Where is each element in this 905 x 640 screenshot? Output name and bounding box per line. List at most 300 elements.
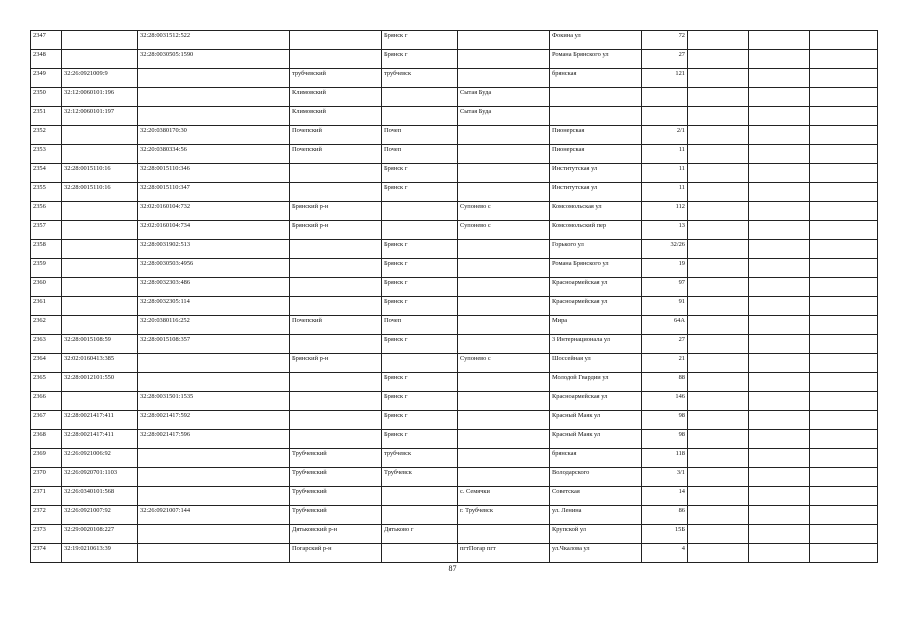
extra-column-1-cell — [688, 297, 749, 316]
extra-column-1-cell — [688, 69, 749, 88]
house-number-cell: 13 — [642, 221, 688, 240]
extra-column-3-cell — [810, 107, 878, 126]
cadastral-number-cell: 32:02:0160413:385 — [62, 354, 138, 373]
extra-column-1-cell — [688, 278, 749, 297]
street-cell: Советская — [550, 487, 642, 506]
settlement-cell — [458, 373, 550, 392]
extra-column-3-cell — [810, 297, 878, 316]
street-cell: Мира — [550, 316, 642, 335]
street-cell: Молодой Гвардии ул — [550, 373, 642, 392]
extra-column-3-cell — [810, 354, 878, 373]
building-cadastral-number-cell — [138, 88, 290, 107]
extra-column-3-cell — [810, 259, 878, 278]
settlement-cell: Супонево с — [458, 202, 550, 221]
extra-column-3-cell — [810, 69, 878, 88]
house-number-cell: 98 — [642, 430, 688, 449]
record-number-cell: 2356 — [31, 202, 62, 221]
street-cell: Пионерская — [550, 126, 642, 145]
house-number-cell: 3/1 — [642, 468, 688, 487]
street-cell: Горького ул — [550, 240, 642, 259]
district-cell: Почепский — [290, 145, 382, 164]
extra-column-2-cell — [749, 202, 810, 221]
city-cell — [382, 88, 458, 107]
record-number-cell: 2357 — [31, 221, 62, 240]
house-number-cell: 98 — [642, 411, 688, 430]
table-row — [31, 69, 878, 88]
settlement-cell — [458, 69, 550, 88]
house-number-cell: 14 — [642, 487, 688, 506]
settlement-cell — [458, 449, 550, 468]
table-row — [31, 164, 878, 183]
extra-column-1-cell — [688, 240, 749, 259]
district-cell — [290, 183, 382, 202]
table-row — [31, 506, 878, 525]
settlement-cell: Супонево с — [458, 354, 550, 373]
street-cell: брянская — [550, 69, 642, 88]
cadastral-number-cell — [62, 145, 138, 164]
district-cell — [290, 259, 382, 278]
city-cell — [382, 354, 458, 373]
settlement-cell: Сытая Буда — [458, 107, 550, 126]
table-row — [31, 392, 878, 411]
table-row — [31, 202, 878, 221]
table-row — [31, 240, 878, 259]
extra-column-1-cell — [688, 164, 749, 183]
building-cadastral-number-cell: 32:02:0160104:732 — [138, 202, 290, 221]
district-cell: Климовский — [290, 88, 382, 107]
building-cadastral-number-cell: 32:28:0030503:4956 — [138, 259, 290, 278]
extra-column-2-cell — [749, 411, 810, 430]
settlement-cell — [458, 297, 550, 316]
house-number-cell: 32/26 — [642, 240, 688, 259]
cadastral-number-cell — [62, 316, 138, 335]
extra-column-2-cell — [749, 183, 810, 202]
settlement-cell — [458, 164, 550, 183]
extra-column-2-cell — [749, 145, 810, 164]
extra-column-2-cell — [749, 240, 810, 259]
city-cell: Брянск г — [382, 183, 458, 202]
cadastral-number-cell: 32:28:0015110:16 — [62, 183, 138, 202]
building-cadastral-number-cell — [138, 468, 290, 487]
district-cell: Почепский — [290, 126, 382, 145]
district-cell — [290, 50, 382, 69]
extra-column-1-cell — [688, 202, 749, 221]
building-cadastral-number-cell: 32:28:0031902:513 — [138, 240, 290, 259]
district-cell — [290, 164, 382, 183]
table-row — [31, 50, 878, 69]
street-cell: Пионерская — [550, 145, 642, 164]
street-cell: Институтская ул — [550, 183, 642, 202]
cadastral-number-cell: 32:28:0015110:16 — [62, 164, 138, 183]
city-cell: Трубчевск — [382, 468, 458, 487]
city-cell: Брянск г — [382, 164, 458, 183]
settlement-cell — [458, 525, 550, 544]
extra-column-3-cell — [810, 164, 878, 183]
settlement-cell — [458, 392, 550, 411]
house-number-cell: 91 — [642, 297, 688, 316]
record-number-cell: 2372 — [31, 506, 62, 525]
cadastral-number-cell: 32:26:0921009:9 — [62, 69, 138, 88]
building-cadastral-number-cell — [138, 107, 290, 126]
house-number-cell: 72 — [642, 31, 688, 50]
cadastral-number-cell — [62, 297, 138, 316]
cadastral-number-cell — [62, 202, 138, 221]
extra-column-1-cell — [688, 259, 749, 278]
extra-column-2-cell — [749, 31, 810, 50]
house-number-cell — [642, 88, 688, 107]
extra-column-1-cell — [688, 88, 749, 107]
record-number-cell: 2355 — [31, 183, 62, 202]
table-row — [31, 335, 878, 354]
extra-column-2-cell — [749, 487, 810, 506]
settlement-cell — [458, 468, 550, 487]
table-row — [31, 354, 878, 373]
extra-column-1-cell — [688, 126, 749, 145]
settlement-cell — [458, 335, 550, 354]
district-cell — [290, 31, 382, 50]
city-cell: Брянск г — [382, 278, 458, 297]
street-cell — [550, 107, 642, 126]
extra-column-1-cell — [688, 335, 749, 354]
settlement-cell — [458, 126, 550, 145]
street-cell: Красноармейская ул — [550, 392, 642, 411]
district-cell: Трубчевский — [290, 506, 382, 525]
extra-column-1-cell — [688, 316, 749, 335]
record-number-cell: 2351 — [31, 107, 62, 126]
cadastral-number-cell: 32:26:0340101:568 — [62, 487, 138, 506]
building-cadastral-number-cell — [138, 487, 290, 506]
street-cell: Комсомольский пер — [550, 221, 642, 240]
building-cadastral-number-cell: 32:28:0021417:596 — [138, 430, 290, 449]
extra-column-1-cell — [688, 354, 749, 373]
cadastral-number-cell — [62, 221, 138, 240]
extra-column-1-cell — [688, 449, 749, 468]
house-number-cell: 11 — [642, 164, 688, 183]
record-number-cell: 2358 — [31, 240, 62, 259]
building-cadastral-number-cell: 32:02:0160104:734 — [138, 221, 290, 240]
street-cell: брянская — [550, 449, 642, 468]
building-cadastral-number-cell — [138, 373, 290, 392]
record-number-cell: 2362 — [31, 316, 62, 335]
street-cell: Красный Маяк ул — [550, 411, 642, 430]
extra-column-2-cell — [749, 316, 810, 335]
extra-column-2-cell — [749, 221, 810, 240]
house-number-cell: 64А — [642, 316, 688, 335]
street-cell: Володарского — [550, 468, 642, 487]
extra-column-3-cell — [810, 183, 878, 202]
city-cell: Почеп — [382, 145, 458, 164]
extra-column-3-cell — [810, 373, 878, 392]
house-number-cell: 27 — [642, 50, 688, 69]
city-cell: Брянск г — [382, 240, 458, 259]
city-cell: Брянск г — [382, 411, 458, 430]
extra-column-2-cell — [749, 506, 810, 525]
district-cell — [290, 392, 382, 411]
house-number-cell: 4 — [642, 544, 688, 563]
record-number-cell: 2350 — [31, 88, 62, 107]
record-number-cell: 2373 — [31, 525, 62, 544]
building-cadastral-number-cell: 32:28:0032303:486 — [138, 278, 290, 297]
record-number-cell: 2374 — [31, 544, 62, 563]
table-row — [31, 259, 878, 278]
district-cell — [290, 373, 382, 392]
cadastral-number-cell — [62, 126, 138, 145]
city-cell: трубчевск — [382, 69, 458, 88]
city-cell: Почеп — [382, 316, 458, 335]
building-cadastral-number-cell — [138, 449, 290, 468]
extra-column-3-cell — [810, 506, 878, 525]
city-cell — [382, 202, 458, 221]
settlement-cell — [458, 145, 550, 164]
house-number-cell: 2/1 — [642, 126, 688, 145]
table-row — [31, 107, 878, 126]
extra-column-2-cell — [749, 335, 810, 354]
extra-column-2-cell — [749, 278, 810, 297]
extra-column-1-cell — [688, 392, 749, 411]
registry-table-body — [31, 31, 878, 563]
house-number-cell: 11 — [642, 145, 688, 164]
record-number-cell: 2352 — [31, 126, 62, 145]
extra-column-3-cell — [810, 221, 878, 240]
settlement-cell: Супонево с — [458, 221, 550, 240]
extra-column-2-cell — [749, 50, 810, 69]
building-cadastral-number-cell: 32:28:0032305:114 — [138, 297, 290, 316]
registry-table — [30, 30, 878, 563]
extra-column-3-cell — [810, 145, 878, 164]
extra-column-2-cell — [749, 164, 810, 183]
house-number-cell: 86 — [642, 506, 688, 525]
city-cell: Брянск г — [382, 335, 458, 354]
street-cell: Романа Брянского ул — [550, 259, 642, 278]
city-cell — [382, 544, 458, 563]
extra-column-2-cell — [749, 449, 810, 468]
extra-column-1-cell — [688, 487, 749, 506]
street-cell: ул.Чкалова ул — [550, 544, 642, 563]
page-number: 87 — [448, 564, 457, 573]
cadastral-number-cell: 32:26:0921007:92 — [62, 506, 138, 525]
settlement-cell: с. Семячки — [458, 487, 550, 506]
building-cadastral-number-cell: 32:28:0031512:522 — [138, 31, 290, 50]
table-row — [31, 525, 878, 544]
house-number-cell: 19 — [642, 259, 688, 278]
record-number-cell: 2361 — [31, 297, 62, 316]
building-cadastral-number-cell: 32:28:0015110:347 — [138, 183, 290, 202]
record-number-cell: 2348 — [31, 50, 62, 69]
building-cadastral-number-cell: 32:28:0030505:1590 — [138, 50, 290, 69]
city-cell — [382, 107, 458, 126]
cadastral-number-cell — [62, 240, 138, 259]
extra-column-1-cell — [688, 145, 749, 164]
district-cell: Трубчевский — [290, 449, 382, 468]
house-number-cell: 112 — [642, 202, 688, 221]
house-number-cell: 15Б — [642, 525, 688, 544]
extra-column-1-cell — [688, 525, 749, 544]
table-row — [31, 373, 878, 392]
record-number-cell: 2368 — [31, 430, 62, 449]
settlement-cell: г. Трубчевск — [458, 506, 550, 525]
city-cell — [382, 221, 458, 240]
record-number-cell: 2360 — [31, 278, 62, 297]
building-cadastral-number-cell: 32:28:0031501:1535 — [138, 392, 290, 411]
city-cell: Брянск г — [382, 50, 458, 69]
city-cell: трубчевск — [382, 449, 458, 468]
city-cell — [382, 506, 458, 525]
cadastral-number-cell: 32:28:0012101:550 — [62, 373, 138, 392]
district-cell: Брянский р-н — [290, 202, 382, 221]
building-cadastral-number-cell — [138, 354, 290, 373]
cadastral-number-cell — [62, 31, 138, 50]
record-number-cell: 2347 — [31, 31, 62, 50]
table-row — [31, 31, 878, 50]
district-cell: Брянский р-н — [290, 354, 382, 373]
cadastral-number-cell — [62, 392, 138, 411]
extra-column-2-cell — [749, 392, 810, 411]
settlement-cell: Сытая Буда — [458, 88, 550, 107]
district-cell — [290, 278, 382, 297]
cadastral-number-cell: 32:28:0021417:411 — [62, 430, 138, 449]
house-number-cell: 27 — [642, 335, 688, 354]
extra-column-2-cell — [749, 430, 810, 449]
extra-column-1-cell — [688, 183, 749, 202]
building-cadastral-number-cell: 32:20:0380170:30 — [138, 126, 290, 145]
cadastral-number-cell: 32:12:0060101:197 — [62, 107, 138, 126]
extra-column-1-cell — [688, 373, 749, 392]
district-cell — [290, 411, 382, 430]
extra-column-1-cell — [688, 544, 749, 563]
record-number-cell: 2366 — [31, 392, 62, 411]
extra-column-1-cell — [688, 31, 749, 50]
table-row — [31, 316, 878, 335]
house-number-cell: 118 — [642, 449, 688, 468]
street-cell: ул. Ленина — [550, 506, 642, 525]
settlement-cell — [458, 430, 550, 449]
table-row — [31, 430, 878, 449]
house-number-cell: 88 — [642, 373, 688, 392]
extra-column-2-cell — [749, 468, 810, 487]
table-row — [31, 411, 878, 430]
building-cadastral-number-cell — [138, 544, 290, 563]
extra-column-2-cell — [749, 88, 810, 107]
cadastral-number-cell: 32:12:0060101:196 — [62, 88, 138, 107]
building-cadastral-number-cell: 32:28:0015108:357 — [138, 335, 290, 354]
extra-column-2-cell — [749, 259, 810, 278]
cadastral-number-cell — [62, 259, 138, 278]
settlement-cell — [458, 31, 550, 50]
extra-column-2-cell — [749, 107, 810, 126]
extra-column-1-cell — [688, 107, 749, 126]
district-cell — [290, 335, 382, 354]
building-cadastral-number-cell: 32:28:0015110:346 — [138, 164, 290, 183]
cadastral-number-cell: 32:26:0920701:1103 — [62, 468, 138, 487]
city-cell: Брянск г — [382, 297, 458, 316]
extra-column-1-cell — [688, 430, 749, 449]
settlement-cell — [458, 183, 550, 202]
table-row — [31, 487, 878, 506]
cadastral-number-cell: 32:19:0210613:39 — [62, 544, 138, 563]
building-cadastral-number-cell: 32:20:0380116:252 — [138, 316, 290, 335]
extra-column-1-cell — [688, 468, 749, 487]
building-cadastral-number-cell: 32:20:0380334:56 — [138, 145, 290, 164]
table-row — [31, 544, 878, 563]
extra-column-3-cell — [810, 487, 878, 506]
record-number-cell: 2354 — [31, 164, 62, 183]
district-cell: Климовский — [290, 107, 382, 126]
extra-column-2-cell — [749, 69, 810, 88]
table-row — [31, 88, 878, 107]
cadastral-number-cell: 32:26:0921006:92 — [62, 449, 138, 468]
settlement-cell — [458, 411, 550, 430]
table-row — [31, 297, 878, 316]
district-cell: Трубчевский — [290, 487, 382, 506]
street-cell: Романа Брянского ул — [550, 50, 642, 69]
city-cell: Дятьково г — [382, 525, 458, 544]
extra-column-3-cell — [810, 449, 878, 468]
record-number-cell: 2349 — [31, 69, 62, 88]
record-number-cell: 2359 — [31, 259, 62, 278]
record-number-cell: 2365 — [31, 373, 62, 392]
extra-column-2-cell — [749, 297, 810, 316]
city-cell: Брянск г — [382, 392, 458, 411]
extra-column-3-cell — [810, 316, 878, 335]
extra-column-1-cell — [688, 506, 749, 525]
street-cell: Красноармейская ул — [550, 297, 642, 316]
district-cell — [290, 297, 382, 316]
record-number-cell: 2364 — [31, 354, 62, 373]
extra-column-3-cell — [810, 31, 878, 50]
house-number-cell: 146 — [642, 392, 688, 411]
city-cell: Брянск г — [382, 31, 458, 50]
street-cell: Красноармейская ул — [550, 278, 642, 297]
district-cell — [290, 240, 382, 259]
extra-column-2-cell — [749, 373, 810, 392]
extra-column-1-cell — [688, 221, 749, 240]
building-cadastral-number-cell — [138, 69, 290, 88]
extra-column-3-cell — [810, 392, 878, 411]
record-number-cell: 2370 — [31, 468, 62, 487]
city-cell: Брянск г — [382, 259, 458, 278]
table-row — [31, 449, 878, 468]
cadastral-number-cell: 32:29:0020108:227 — [62, 525, 138, 544]
street-cell: Институтская ул — [550, 164, 642, 183]
extra-column-2-cell — [749, 525, 810, 544]
city-cell — [382, 487, 458, 506]
extra-column-2-cell — [749, 354, 810, 373]
district-cell: Брянский р-н — [290, 221, 382, 240]
table-row — [31, 468, 878, 487]
extra-column-2-cell — [749, 126, 810, 145]
house-number-cell: 21 — [642, 354, 688, 373]
street-cell: Крупской ул — [550, 525, 642, 544]
table-row — [31, 145, 878, 164]
house-number-cell: 11 — [642, 183, 688, 202]
extra-column-3-cell — [810, 335, 878, 354]
street-cell: Фокина ул — [550, 31, 642, 50]
district-cell — [290, 430, 382, 449]
cadastral-number-cell — [62, 278, 138, 297]
settlement-cell — [458, 50, 550, 69]
extra-column-3-cell — [810, 126, 878, 145]
district-cell: Погарский р-н — [290, 544, 382, 563]
district-cell: Дятьковский р-н — [290, 525, 382, 544]
settlement-cell — [458, 278, 550, 297]
street-cell: 3 Интернационала ул — [550, 335, 642, 354]
settlement-cell — [458, 240, 550, 259]
extra-column-1-cell — [688, 411, 749, 430]
record-number-cell: 2371 — [31, 487, 62, 506]
district-cell: Почепский — [290, 316, 382, 335]
cadastral-number-cell — [62, 50, 138, 69]
street-cell: Красный Маяк ул — [550, 430, 642, 449]
